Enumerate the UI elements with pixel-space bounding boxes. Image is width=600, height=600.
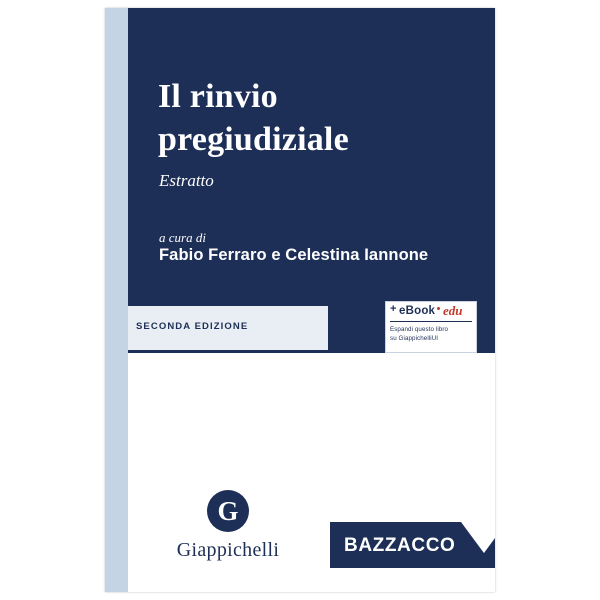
ebook-description-line-1: Espandi questo libro — [390, 326, 449, 333]
retailer-name: BAZZACCO — [344, 535, 456, 556]
plus-icon: + — [390, 303, 397, 315]
svg-text:G: G — [217, 496, 239, 526]
edu-label: edu — [443, 303, 463, 318]
edition-label: SECONDA EDIZIONE — [136, 321, 249, 332]
bullet-dot-icon — [437, 307, 440, 310]
book-authors: Fabio Ferraro e Celestina Iannone — [159, 246, 429, 264]
book-title — [158, 76, 465, 161]
cover-spine-strip — [105, 8, 128, 592]
giappichelli-logo-icon — [206, 489, 250, 533]
ebook-label: eBook — [399, 305, 436, 317]
book-cover — [105, 8, 495, 592]
divider — [390, 321, 472, 322]
arrow-shape-secondary-icon — [473, 538, 495, 568]
book-subtitle: Estratto — [159, 171, 214, 190]
book-title-line-1: Il rinvio — [158, 78, 278, 115]
book-title-line-2: pregiudiziale — [158, 120, 349, 158]
publisher-block — [128, 489, 328, 562]
ebook-description-line-2: su GiappichelliUI — [390, 335, 439, 342]
edition-band — [128, 306, 328, 350]
ebook-edu-badge — [385, 301, 477, 353]
publisher-name: Giappichelli — [176, 539, 280, 561]
curator-label: a cura di — [159, 230, 206, 245]
retailer-banner — [330, 522, 495, 568]
